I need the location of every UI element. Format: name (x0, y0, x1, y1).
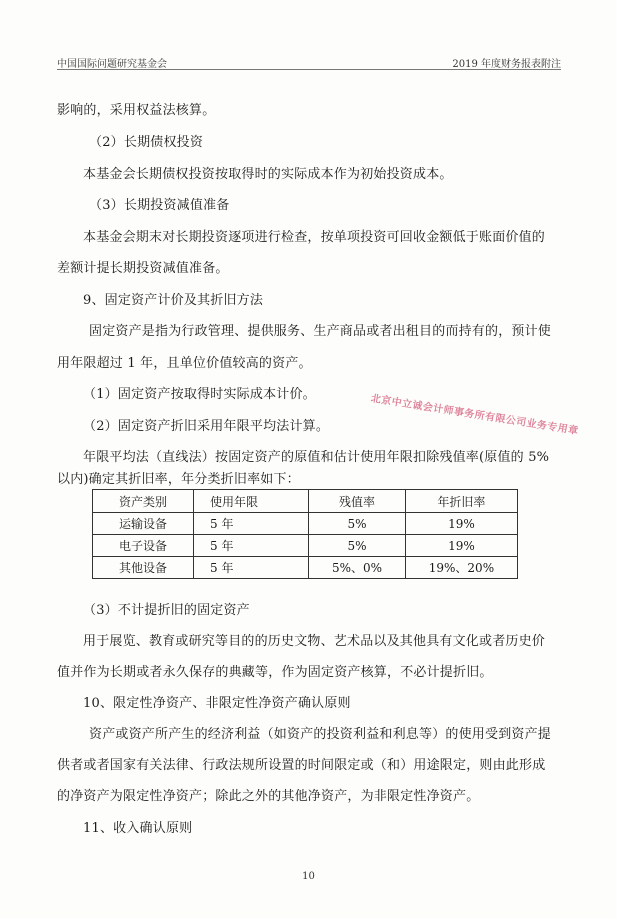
paragraph-fixed-assets-line2: 用年限超过 1 年，且单位价值较高的资产。 (57, 356, 312, 371)
depreciation-rate-table (92, 489, 518, 579)
paragraph-impairment-line1: 本基金会期末对长期投资逐项进行检查，按单项投资可回收金额低于账面价值的 (83, 230, 546, 245)
table-cell: 其他设备 (93, 557, 194, 579)
table-cell: 19% (405, 513, 517, 535)
table-row (93, 513, 518, 535)
table-cell: 运输设备 (93, 513, 194, 535)
paragraph-net-assets-line3: 的净资产为限定性净资产；除此之外的其他净资产，为非限定性净资产。 (57, 789, 480, 804)
paragraph-straight-line-line2: 以内)确定其折旧率，年分类折旧率如下： (57, 472, 300, 487)
column-header: 资产类别 (93, 490, 194, 513)
item-non-depreciable-assets: （3）不计提折旧的固定资产 (83, 603, 250, 618)
table-cell: 5 年 (194, 557, 309, 579)
paragraph-net-assets-line1: 资产或资产所产生的经济利益（如资产的投资利益和利息等）的使用受到资产提 (89, 727, 552, 742)
heading-impairment-provision: （3）长期投资减值准备 (89, 198, 230, 213)
paragraph-cultural-relics-line1: 用于展览、教育或研究等目的的历史文物、艺术品以及其他具有文化或者历史价 (83, 634, 546, 649)
table-header-row (93, 490, 518, 513)
table-row (93, 535, 518, 557)
paragraph-cultural-relics-line2: 值并作为长期或者永久保存的典藏等，作为固定资产核算，不必计提折旧。 (57, 665, 493, 680)
paragraph-equity-method: 影响的，采用权益法核算。 (57, 103, 216, 118)
column-header: 年折旧率 (405, 490, 517, 513)
table-cell: 电子设备 (93, 535, 194, 557)
item-depreciation-method: （2）固定资产折旧采用年限平均法计算。 (83, 419, 330, 434)
table-cell: 5% (309, 535, 406, 557)
table-cell: 5 年 (194, 535, 309, 557)
table-cell: 19% (405, 535, 517, 557)
table-cell: 5%、0% (309, 557, 406, 579)
paragraph-net-assets-line2: 供者或者国家有关法律、行政法规所设置的时间限定或（和）用途限定，则由此形成 (57, 758, 546, 773)
table-cell: 5% (309, 513, 406, 535)
paragraph-impairment-line2: 差额计提长期投资减值准备。 (57, 261, 229, 276)
table-row (93, 557, 518, 579)
paragraph-fixed-assets-line1: 固定资产是指为行政管理、提供服务、生产商品或者出租目的而持有的，预计使 (89, 324, 552, 339)
paragraph-debt-investment-cost: 本基金会长期债权投资按取得时的实际成本作为初始投资成本。 (83, 167, 453, 182)
section-heading-net-assets: 10、限定性净资产、非限定性净资产确认原则 (83, 696, 351, 711)
item-cost-basis: （1）固定资产按取得时实际成本计价。 (83, 387, 316, 402)
heading-long-term-debt-investment: （2）长期债权投资 (89, 135, 204, 150)
header-rule (57, 69, 561, 70)
section-heading-revenue-recognition: 11、收入确认原则 (83, 821, 193, 836)
company-seal-stamp: 北京中立诚会计师事务所有限公司业务专用章 (370, 393, 580, 438)
header-title: 2019 年度财务报表附注 (452, 59, 561, 70)
column-header: 使用年限 (194, 490, 309, 513)
section-heading-fixed-assets: 9、固定资产计价及其折旧方法 (83, 293, 264, 308)
page-number: 10 (302, 871, 315, 882)
table-cell: 5 年 (194, 513, 309, 535)
paragraph-straight-line-line1: 年限平均法（直线法）按固定资产的原值和估计使用年限扣除残值率(原值的 5% (83, 450, 550, 465)
column-header: 残值率 (309, 490, 406, 513)
table-cell: 19%、20% (405, 557, 517, 579)
header-organization: 中国国际问题研究基金会 (57, 59, 167, 70)
